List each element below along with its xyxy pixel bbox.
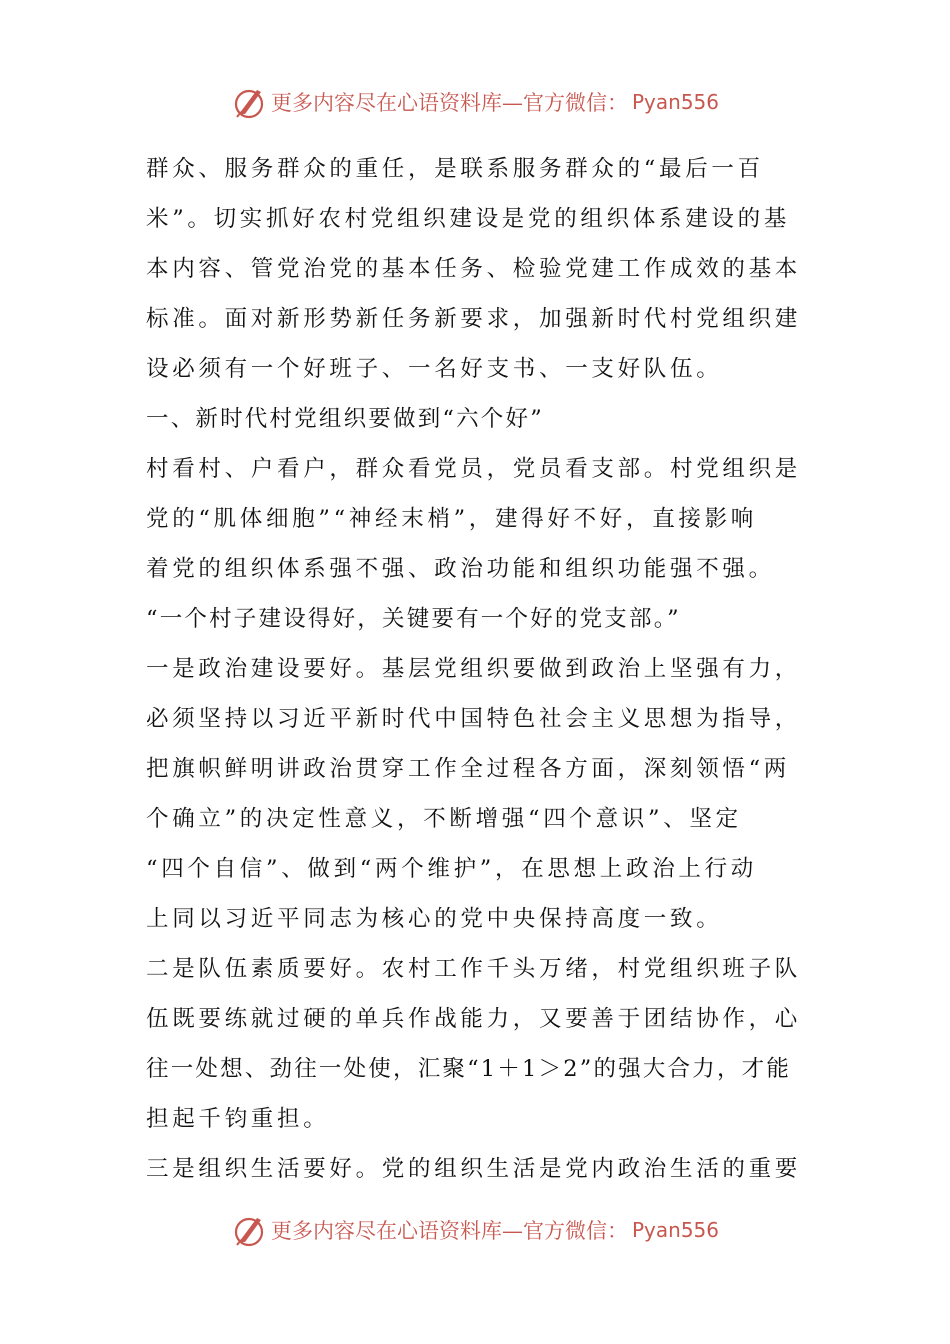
text-line: 个确立”的决定性意义，不断增强“四个意识”、坚定 <box>146 806 742 832</box>
text-line: 米”。切实抓好农村党组织建设是党的组织体系建设的基 <box>146 206 791 232</box>
text-line: 群众、服务群众的重任，是联系服务群众的“最后一百 <box>146 156 764 182</box>
header-watermark-banner <box>0 82 950 122</box>
banner-promo-text: 更多内容尽在心语资料库—官方微信： <box>270 91 628 115</box>
text-line: “一个村子建设得好，关键要有一个好的党支部。” <box>146 606 681 632</box>
text-line: 担起千钧重担。 <box>146 1106 330 1132</box>
footer-watermark-banner <box>0 1210 950 1250</box>
section-heading: 一、新时代村党组织要做到“六个好” <box>146 406 544 432</box>
text-line: 村看村、户看户，群众看党员，党员看支部。村党组织是 <box>146 456 802 482</box>
text-line: 把旗帜鲜明讲政治贯穿工作全过程各方面，深刻领悟“两 <box>146 756 791 782</box>
text-line: 着党的组织体系强不强、政治功能和组织功能强不强。 <box>146 556 775 582</box>
text-line: 本内容、管党治党的基本任务、检验党建工作成效的基本 <box>146 256 802 282</box>
text-line: 设必须有一个好班子、一名好支书、一支好队伍。 <box>146 356 723 382</box>
quill-pen-icon <box>231 84 267 120</box>
text-line: 往一处想、劲往一处使，汇聚“1＋1＞2”的强大合力，才能 <box>146 1056 792 1082</box>
text-line: “四个自信”、做到“两个维护”，在思想上政治上行动 <box>146 856 758 882</box>
document-body <box>146 144 814 1194</box>
text-line: 标准。面对新形势新任务新要求，加强新时代村党组织建 <box>146 306 802 332</box>
text-line: 二是队伍素质要好。农村工作千头万绪，村党组织班子队 <box>146 956 802 982</box>
text-line: 上同以习近平同志为核心的党中央保持高度一致。 <box>146 906 723 932</box>
text-line: 一是政治建设要好。基层党组织要做到政治上坚强有力， <box>146 656 802 682</box>
banner-wechat-id: Pyan556 <box>631 1218 719 1242</box>
text-line: 三是组织生活要好。党的组织生活是党内政治生活的重要 <box>146 1156 802 1182</box>
text-line: 党的“肌体细胞”“神经末梢”，建得好不好，直接影响 <box>146 506 758 532</box>
text-line: 必须坚持以习近平新时代中国特色社会主义思想为指导， <box>146 706 802 732</box>
banner-wechat-id: Pyan556 <box>631 90 719 114</box>
quill-pen-icon <box>231 1212 267 1248</box>
text-line: 伍既要练就过硬的单兵作战能力，又要善于团结协作，心 <box>146 1006 802 1032</box>
banner-promo-text: 更多内容尽在心语资料库—官方微信： <box>270 1219 628 1243</box>
